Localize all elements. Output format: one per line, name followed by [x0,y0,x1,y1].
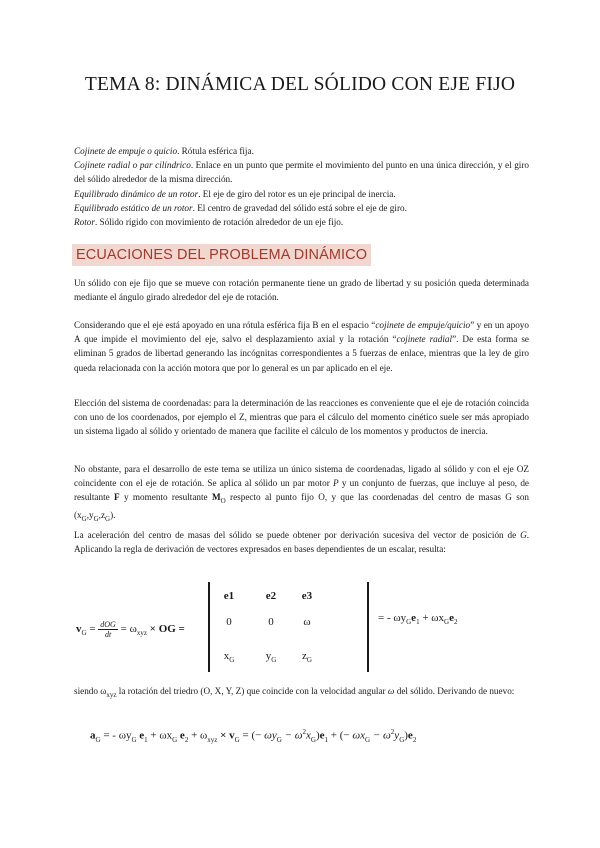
eq-symbol: (− [251,729,265,742]
eq-sub: G [406,618,412,627]
text-span: La aceleración del centro de masas del sólido se puede obtener por derivación sucesiva del vector de posición de [74,530,521,540]
text-bold: F [114,492,120,503]
eq-sub: 1 [416,618,420,627]
paragraph-3: Elección del sistema de coordenadas: para la determinación de las reacciones es conveniente que el eje de rotación coincida con uno de los coordenados, por ejemplo el Z, mientras que para el cálculo del momento cinético suele ser más apropiado un sistema ligado al sólido y orientado de manera que facilite el cálculo de los momentos y productos de inercia. [74,398,529,437]
eq-symbol: e [177,729,185,742]
determinant-bar-right [367,582,369,672]
eq-sub: G [365,735,371,744]
eq-sup: 2 [302,728,306,736]
det-cell: ω [303,616,311,628]
eq-sub: G [444,618,450,627]
eq-sub: G [131,735,137,744]
text-bold: M [211,492,221,503]
det-cell: 0 [268,616,274,628]
det-cell [256,650,286,664]
eq-symbol: x [360,729,366,742]
eq-symbol: + [147,729,160,742]
eq-symbol: e [411,612,417,624]
eq-symbol: v [76,623,82,636]
eq-sub: G [172,735,178,744]
eq-sub: G [310,735,316,744]
eq-sub: G [399,735,405,744]
eq-symbol: e [407,729,413,742]
velocity-equation [72,582,542,672]
eq-symbol: ) [404,729,408,742]
eq-symbol: ) [315,729,320,742]
eq-sub: G [81,629,87,638]
definition-text: . El eje de giro del rotor es un eje principal de inercia. [198,188,396,199]
eq-symbol: e [319,729,325,742]
definition-item [74,215,529,229]
definition-term: Cojinete radial o par cilíndrico [74,160,191,171]
eq-sub: G [95,735,101,744]
eq-symbol: x [166,729,173,742]
eq-sub: G [271,656,277,665]
text-span: siendo [74,686,101,696]
eq-symbol: × OG = [149,623,185,636]
page-title: TEMA 8: DINÁMICA DEL SÓLIDO CON EJE FIJO [84,74,516,95]
eq-symbol: = - [100,729,119,742]
eq-sub: G [234,735,240,744]
paragraph-5 [74,528,529,556]
det-cell: e3 [301,590,313,602]
eq-sub: 1 [324,735,329,744]
omega-symbol: ω [387,686,395,696]
eq-symbol: e [136,729,145,742]
definition-term: Equilibrado estático de un rotor [74,202,193,213]
det-cell: e2 [265,590,277,602]
eq-sub: xyz [207,735,218,744]
eq-symbol: ω [129,623,137,636]
text-span: ”. De esta forma se eliminan 5 grados de libertad generando las incógnitas correspondientes a 5 fuerzas de enlace, mientras que la ley de giro queda relacionada con la acción motora que por lo general es un par aplicado en el eje. [74,334,529,373]
eq-sub: 2 [184,735,189,744]
derivative-fraction [98,620,118,639]
eq-symbol: ω [352,729,361,742]
definition-text: . Rótula esférica fija. [177,146,254,156]
definition-item [74,158,529,186]
text-italic: P [332,478,339,489]
paragraph-2 [74,318,529,375]
det-cell: 0 [226,616,232,628]
text-italic: cojinete de empuje/quicio [375,320,471,330]
definitions-list [74,144,529,229]
eq-symbol: y [394,729,400,742]
eq-symbol: ω [159,729,167,742]
text-span: del sólido. Derivando de nuevo: [394,686,515,696]
eq-sub: G [306,656,312,665]
det-var: z [302,650,307,662]
text-span: ). [110,510,116,521]
velocity-rhs [378,612,457,626]
definition-term: Cojinete de empuje o quicio [74,146,178,156]
fraction-denominator: dt [104,630,112,639]
text-sub: O [220,497,226,506]
omega-symbol: ω [100,686,107,696]
eq-symbol: = - ωy [378,612,407,624]
det-cell [292,650,322,664]
text-sub: G [81,515,87,524]
text-span: Considerando que el eje está apoyado en una rótula esférica fija B en el espacio “ [74,320,376,330]
paragraph-4 [74,462,529,526]
text-span: . Aplicando la regla de derivación de vectores expresados en bases dependientes de un escalar, resulta: [74,530,529,555]
eq-sub: 1 [144,735,148,744]
definition-item [74,201,529,215]
eq-symbol: + ωx [419,612,445,624]
paragraph-6 [74,684,529,702]
eq-sub: G [276,735,282,744]
acceleration-equation [90,728,530,756]
det-var: y [265,650,272,662]
eq-sub: xyz [136,629,147,638]
text-span: respecto al punto fijo O, y que las coordenadas del centro de masas G son (x [74,492,530,521]
eq-symbol: × v [217,729,235,742]
eq-symbol: (− [339,729,353,742]
determinant-bar-left [208,582,210,672]
definition-item [74,144,529,158]
definition-text: . El centro de gravedad del sólido está sobre el eje de giro. [192,202,407,213]
eq-symbol: y [125,729,132,742]
eq-symbol: ω [118,729,126,742]
eq-symbol: = [89,623,99,636]
eq-symbol: + [328,729,340,742]
eq-symbol: + ω [188,729,208,742]
text-sub: G [93,515,99,524]
det-cell [214,650,244,664]
definition-term: Rotor [74,217,95,228]
text-span: ,y [86,510,94,521]
eq-symbol: a [90,729,96,742]
text-span: ” y en un apoyo A que impide el movimiento del eje, salvo el desplazamiento axial y la rotación “ [74,320,529,345]
det-var: x [223,650,230,662]
eq-symbol: − ω [281,729,303,742]
eq-symbol: ω [264,729,272,742]
text-span: y momento resultante [119,492,212,503]
definition-text: . Enlace en un punto que permite el movimiento del punto en una única dirección, y el giro del sólido alrededor de la misma dirección. [74,160,529,185]
eq-symbol: y [271,729,277,742]
text-span: y un conjunto de fuerzas, que incluye al peso, de resultante [74,478,529,503]
det-cell: e1 [223,590,235,602]
eq-symbol: x [306,729,311,742]
eq-symbol: − ω [370,729,391,742]
text-italic: cojinete radial [396,334,453,345]
paragraph-1: Un sólido con eje fijo que se mueve con rotación permanente tiene un grado de libertad y su posición queda determinada mediante el ángulo girado alrededor del eje de rotación. [74,278,529,303]
definition-text: . Sólido rígido con movimiento de rotación alrededor de un eje fijo. [94,217,344,228]
eq-symbol: e [449,612,454,624]
eq-sup: 2 [390,728,395,736]
eq-symbol: = [239,729,252,742]
text-span: ,z [98,510,106,521]
section-heading: ECUACIONES DEL PROBLEMA DINÁMICO [72,244,371,266]
text-span: No obstante, para el desarrollo de este tema se utiliza un único sistema de coordenadas, ligado al sólido y con el eje OZ coincidente con el eje de rotación. Se aplica al sólido un par motor [74,464,529,489]
eq-sub: 2 [412,735,417,744]
fraction-numerator: dOG [100,620,116,629]
velocity-lhs [76,620,185,639]
text-span: la rotación del triedro (O, X, Y, Z) que coincide con la velocidad angular [116,686,388,696]
eq-symbol: = [120,623,130,636]
eq-sub: G [229,656,235,665]
text-italic: G [520,530,527,540]
definition-item [74,187,529,201]
text-sub: xyz [106,690,117,699]
text-sub: G [105,515,111,524]
eq-sub: 2 [453,618,458,627]
definition-term: Equilibrado dinámico de un rotor [74,188,199,199]
